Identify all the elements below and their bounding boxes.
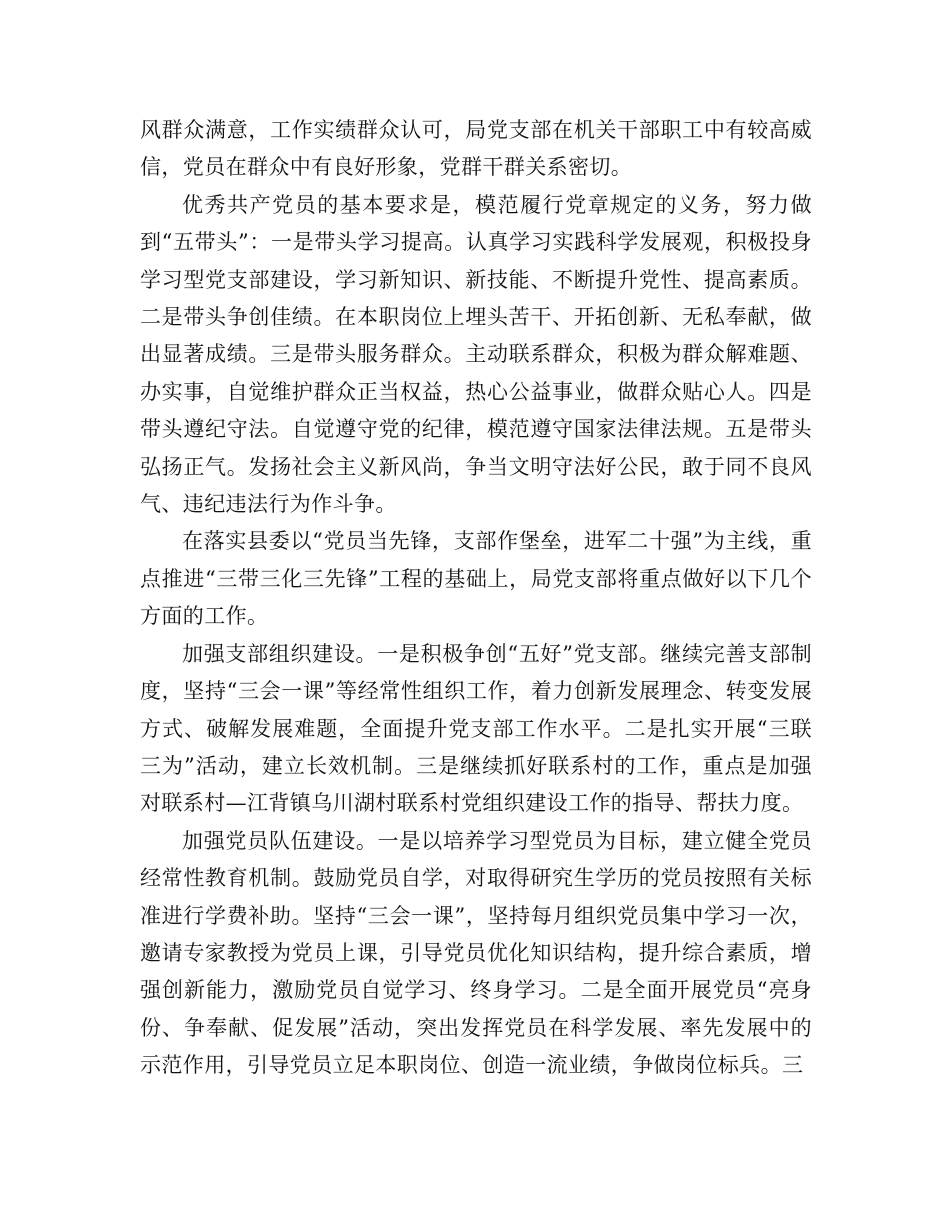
paragraph-5: 加强党员队伍建设。一是以培养学习型党员为目标，建立健全党员经常性教育机制。鼓励党员自学，对取得研究生学历的党员按照有关标准进行学费补助。坚持“三会一课”，坚持每月组织党员集中学习一次，邀请专家教授为党员上课，引导党员优化知识结构，提升综合素质，增强创新能力，激励党员自觉学习、终身学习。二是全面开展党员“亮身份、争奉献、促发展”活动，突出发挥党员在科学发展、率先发展中的示范作用，引导党员立足本职岗位、创造一流业绩，争做岗位标兵。三 [140,828,812,1078]
paragraph-4: 加强支部组织建设。一是积极争创“五好”党支部。继续完善支部制度，坚持“三会一课”等经常性组织工作，着力创新发展理念、转变发展方式、破解发展难题，全面提升党支部工作水平。二是扎实开展“三联三为”活动，建立长效机制。三是继续抓好联系村的工作，重点是加强对联系村—江背镇乌川湖村联系村党组织建设工作的指导、帮扶力度。 [140,641,812,816]
paragraph-2: 优秀共产党员的基本要求是，模范履行党章规定的义务，努力做到“五带头”：一是带头学习提高。认真学习实践科学发展观，积极投身学习型党支部建设，学习新知识、新技能、不断提升党性、提高素质。二是带头争创佳绩。在本职岗位上埋头苦干、开拓创新、无私奉献，做出显著成绩。三是带头服务群众。主动联系群众，积极为群众解难题、办实事，自觉维护群众正当权益，热心公益事业，做群众贴心人。四是带头遵纪守法。自觉遵守党的纪律，模范遵守国家法律法规。五是带头弘扬正气。发扬社会主义新风尚，争当文明守法好公民，敢于同不良风气、违纪违法行为作斗争。 [140,192,812,517]
paragraph-1: 风群众满意，工作实绩群众认可，局党支部在机关干部职工中有较高威信，党员在群众中有良好形象，党群干群关系密切。 [140,118,812,180]
paragraph-3: 在落实县委以“党员当先锋，支部作堡垒，进军二十强”为主线，重点推进“三带三化三先锋”工程的基础上，局党支部将重点做好以下几个方面的工作。 [140,529,812,629]
document-body [140,112,812,1085]
